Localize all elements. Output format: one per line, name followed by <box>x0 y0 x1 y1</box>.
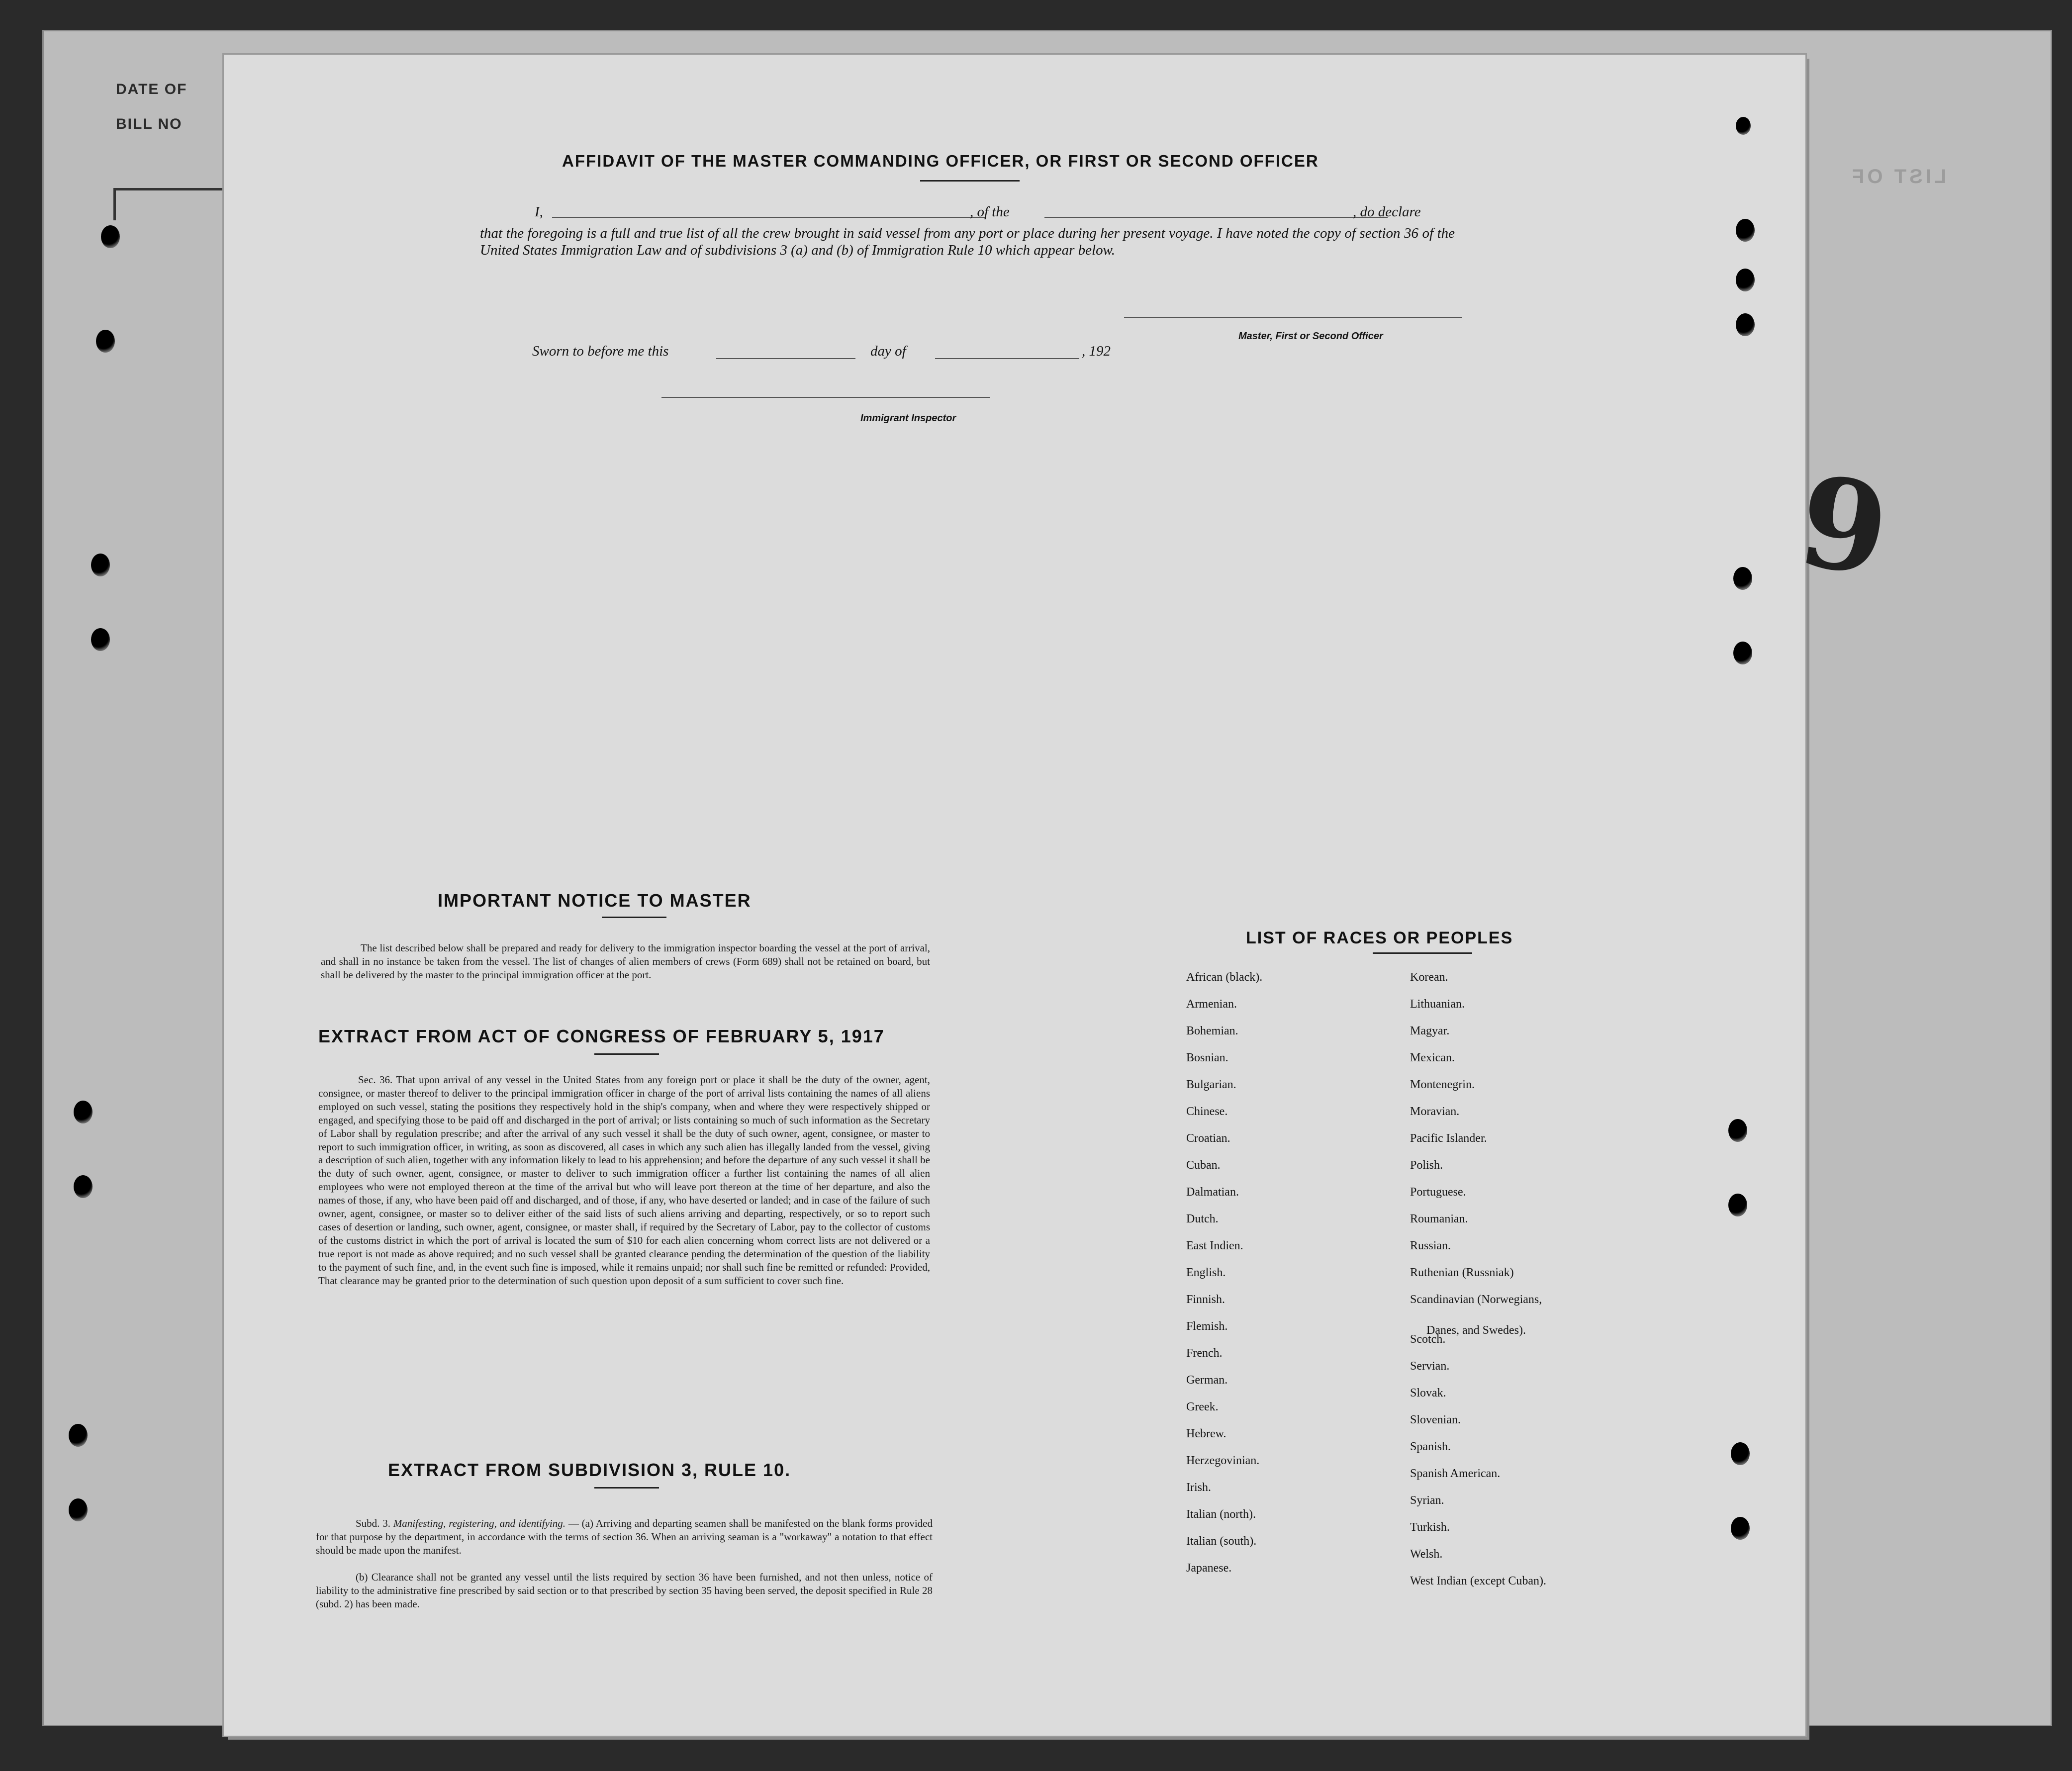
sworn-prefix: Sworn to before me this <box>532 343 669 359</box>
race-item: Italian (north). <box>1186 1508 1256 1521</box>
sheet-punch-hole <box>1728 1119 1747 1142</box>
extract-rule-para-a <box>316 1517 933 1557</box>
ledger-punch-hole <box>74 1175 93 1198</box>
signature-line <box>1124 317 1462 318</box>
race-item: Spanish American. <box>1410 1467 1501 1480</box>
sheet-punch-hole <box>1733 567 1752 590</box>
subd-heading: Manifesting, registering, and identifying. <box>393 1517 566 1529</box>
race-item: French. <box>1186 1347 1223 1360</box>
ledger-punch-hole <box>69 1498 88 1521</box>
race-item: Portuguese. <box>1410 1186 1466 1199</box>
races-left-column <box>1186 971 1262 1588</box>
sworn-month-blank <box>935 358 1079 359</box>
race-item: Spanish. <box>1410 1440 1451 1453</box>
sheet-punch-hole <box>1736 117 1751 135</box>
race-item: Servian. <box>1410 1360 1450 1373</box>
sheet-punch-hole <box>1736 269 1755 291</box>
race-item: Dalmatian. <box>1186 1186 1239 1199</box>
race-item: Chinese. <box>1186 1105 1228 1118</box>
affidavit-form-sheet <box>224 55 1897 1736</box>
race-item: Greek. <box>1186 1400 1219 1413</box>
race-item: Italian (south). <box>1186 1535 1257 1548</box>
sheet-punch-hole <box>1731 1517 1750 1540</box>
race-item: Irish. <box>1186 1481 1211 1494</box>
race-item: Pacific Islander. <box>1410 1132 1487 1145</box>
race-item: Scotch. <box>1410 1333 1446 1346</box>
sworn-day-blank <box>716 358 855 359</box>
race-item: East Indien. <box>1186 1239 1243 1252</box>
ledger-date-label: DATE OF <box>116 81 188 97</box>
race-item: Mexican. <box>1410 1051 1455 1064</box>
sheet-punch-hole <box>1736 219 1755 242</box>
race-item: Polish. <box>1410 1159 1443 1172</box>
extract-rule-para-b: (b) Clearance shall not be granted any vessel until the lists required by section 36 have been furnished, and not then unless, notice of liability to the administrative fine prescribed by said section or to that prescribed by section 35 having been served, the deposit specified in Rule 28 (subd. 2) has been made. <box>316 1571 933 1610</box>
sheet-punch-hole <box>1736 313 1755 336</box>
subd-label: Subd. 3. <box>356 1517 390 1529</box>
races-underline <box>1373 952 1472 954</box>
extract-act-body: Sec. 36. That upon arrival of any vessel in the United States from any foreign port or place it shall be the duty of the owner, agent, consignee, or master thereof to deliver to the principal immigration officer in charge of the port of arrival lists containing the names of all aliens employed on such vessel, stating the positions they respectively hold in the ship's company, when and where they were respectively shipped or engaged, and specifying those to be paid off and discharged in the port of arrival; or lists containing so much of such information as the Secretary of Labor shall by regulation prescribe; and after the arrival of any such vessel it shall be the duty of such owner, agent, consignee, or master to report to such immigration officer, in writing, as soon as discovered, all cases in which any such alien has illegally landed from the vessel, giving a description of such alien, together with any information likely to lead to his apprehension; and before the departure of any such vessel it shall be the duty of such owner, agent, consignee, or master to deliver to such immigration officer a further list containing the names of all alien employees who were not employed thereon at the time of the arrival but who will leave port thereon at the time of her departure, and also the names of those, if any, who have been paid off and discharged, and of those, if any, who have deserted or landed; and in case of the failure of such owner, agent, consignee, or master so to deliver either of the said lists of such aliens arriving and departing, respectively, or so to report such cases of desertion or landing, such owner, agent, consignee, or master shall, if required by the Secretary of Labor, pay to the collector of customs of the customs district in which the port of arrival is located the sum of $10 for each alien concerning whom correct lists are not delivered or a true report is not made as above required; and no such vessel shall be granted clearance pending the determination of the question of the liability to the payment of such fine, and, in the event such fine is imposed, while it remains unpaid; nor shall such fine be remitted or refunded: Provided, That clearance may be granted prior to the determination of such question upon deposit of a sum sufficient to cover such fine. <box>318 1074 930 1287</box>
race-item: Turkish. <box>1410 1521 1450 1534</box>
race-item: German. <box>1186 1374 1228 1387</box>
ledger-punch-hole <box>74 1101 93 1123</box>
sheet-punch-hole <box>1731 1442 1750 1465</box>
race-item: Bulgarian. <box>1186 1078 1236 1091</box>
race-item: Magyar. <box>1410 1025 1450 1037</box>
race-item: Japanese. <box>1186 1562 1232 1575</box>
race-item: Welsh. <box>1410 1548 1443 1561</box>
sheet-punch-hole <box>1733 642 1752 664</box>
race-item: Russian. <box>1410 1239 1451 1252</box>
title-underline <box>920 180 1020 182</box>
inspector-signature-line <box>661 397 990 398</box>
extract-rule-underline <box>594 1487 659 1489</box>
race-item: English. <box>1186 1266 1226 1279</box>
extract-act-title: EXTRACT FROM ACT OF CONGRESS OF FEBRUARY 5, 1917 <box>318 1026 885 1046</box>
race-item: Herzegovinian. <box>1186 1454 1260 1467</box>
race-item: Bosnian. <box>1186 1051 1228 1064</box>
extract-rule-title: EXTRACT FROM SUBDIVISION 3, RULE 10. <box>388 1460 791 1480</box>
extract-act-underline <box>594 1053 659 1055</box>
race-item: Finnish. <box>1186 1293 1225 1306</box>
vessel-blank-line <box>1044 217 1388 218</box>
race-item: Slovak. <box>1410 1387 1446 1399</box>
affidavit-body: that the foregoing is a full and true list of all the crew brought in said vessel from any port or place during her present voyage. I have noted the copy of section 36 of the United States Immigration Law and of subdivisions 3 (a) and (b) of Immigration Rule 10 which appear below. <box>480 225 1455 259</box>
race-item: Bohemian. <box>1186 1025 1238 1037</box>
affidavit-do-declare: , do declare <box>1353 204 1421 220</box>
handwritten-page-number: 9 <box>1790 447 1897 604</box>
race-item: Scandinavian (Norwegians, <box>1410 1293 1542 1306</box>
race-item: Slovenian. <box>1410 1413 1461 1426</box>
race-item: Croatian. <box>1186 1132 1230 1145</box>
race-item: Syrian. <box>1410 1494 1444 1507</box>
race-item: Ruthenian (Russniak) <box>1410 1266 1514 1279</box>
ledger-mirrored-right: LIST OF <box>1849 166 1947 187</box>
race-item: African (black). <box>1186 971 1263 984</box>
ledger-punch-hole <box>101 225 120 248</box>
races-scandinavian-continued: Danes, and Swedes). <box>1426 1324 1526 1337</box>
inspector-label: Immigrant Inspector <box>860 413 956 424</box>
race-item: Flemish. <box>1186 1320 1228 1333</box>
race-item: Dutch. <box>1186 1212 1219 1225</box>
ledger-punch-hole <box>96 330 115 353</box>
affidavit-title: AFFIDAVIT OF THE MASTER COMMANDING OFFICER, OR FIRST OR SECOND OFFICER <box>562 152 1319 170</box>
name-blank-line <box>552 217 985 218</box>
ledger-punch-hole <box>69 1424 88 1447</box>
notice-title: IMPORTANT NOTICE TO MASTER <box>438 890 752 911</box>
signature-label: Master, First or Second Officer <box>1238 331 1383 342</box>
race-item: Korean. <box>1410 971 1448 984</box>
sworn-year: , 192 <box>1082 343 1111 359</box>
ledger-punch-hole <box>91 554 110 576</box>
subd-para-a-text: — (a) Arriving and departing seamen shall be manifested on the blank forms provided for that purpose by the department, in accordance with the terms of section 36. When an arriving seaman is a "workaway" a notation to that effect should be made upon the manifest. <box>316 1517 933 1556</box>
ledger-punch-hole <box>91 628 110 651</box>
affidavit-i: I, <box>535 204 543 220</box>
notice-body: The list described below shall be prepared and ready for delivery to the immigration inspector boarding the vessel at the port of arrival, and shall in no instance be taken from the vessel. The list of changes of alien members of crews (Form 689) shall not be retained on board, but shall be delivered by the master to the principal immigration officer at the port. <box>321 942 930 981</box>
race-item: Cuban. <box>1186 1159 1221 1172</box>
notice-underline <box>602 917 666 918</box>
sworn-day-of: day of <box>870 343 906 359</box>
races-title: LIST OF RACES OR PEOPLES <box>1246 929 1513 947</box>
affidavit-of-the: , of the <box>970 204 1010 220</box>
races-right-column <box>1410 971 1546 1601</box>
ledger-bill-label: BILL NO <box>116 116 183 132</box>
race-item: Roumanian. <box>1410 1212 1468 1225</box>
race-item: Moravian. <box>1410 1105 1460 1118</box>
race-item: West Indian (except Cuban). <box>1410 1575 1546 1587</box>
race-item: Lithuanian. <box>1410 998 1465 1011</box>
race-item: Montenegrin. <box>1410 1078 1475 1091</box>
sheet-punch-hole <box>1728 1194 1747 1216</box>
race-item: Hebrew. <box>1186 1427 1226 1440</box>
race-item: Armenian. <box>1186 998 1237 1011</box>
